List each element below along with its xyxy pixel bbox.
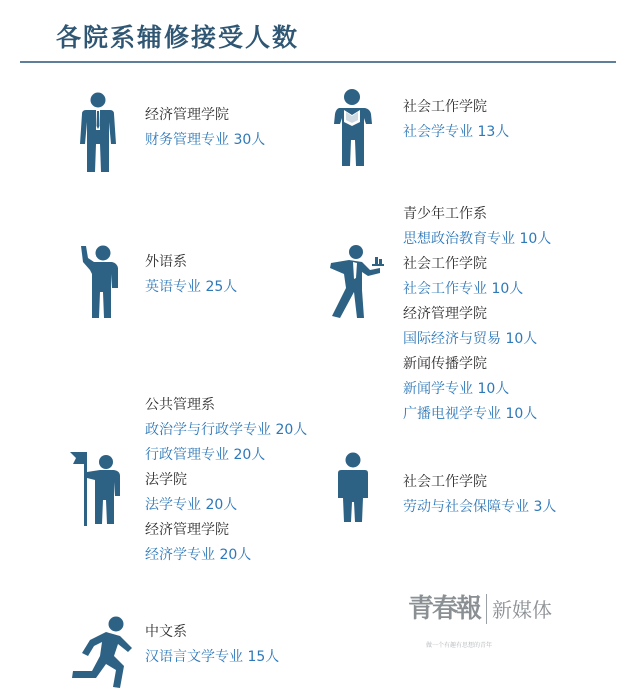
college-label: 公共管理系 (145, 397, 215, 413)
major-count: 政治学与行政学专业 20人 (145, 422, 308, 438)
newspaper-logo (408, 588, 558, 658)
major-count: 新闻学专业 10人 (403, 381, 510, 397)
major-count: 劳动与社会保障专业 3人 (403, 499, 557, 515)
major-count: 法学专业 20人 (145, 497, 238, 513)
group-foreign-languages (145, 250, 237, 300)
college-label: 经济管理学院 (145, 522, 229, 538)
standing-person-icon (336, 452, 370, 524)
logo-text: 新媒体 (492, 598, 552, 622)
major-count: 英语专业 25人 (145, 279, 238, 295)
page-title: 各院系辅修接受人数 (56, 23, 300, 52)
title-divider (20, 61, 616, 63)
logo-slogan: 做一个有趣有思想的青年 (426, 642, 493, 649)
college-label: 经济管理学院 (145, 107, 229, 123)
college-label: 外语系 (145, 254, 187, 270)
group-economics-management (145, 103, 265, 153)
college-label: 社会工作学院 (403, 474, 487, 490)
group-social-work-labor (403, 470, 556, 520)
major-count: 国际经济与贸易 10人 (403, 331, 538, 347)
standing-suit-person-icon (76, 92, 120, 174)
logo-calligraphy: 青春報 (408, 594, 481, 624)
major-count: 思想政治教育专业 10人 (403, 231, 552, 247)
major-count: 广播电视学专业 10人 (403, 406, 538, 422)
major-count: 汉语言文学专业 15人 (145, 649, 280, 665)
person-with-flag-icon (70, 448, 126, 528)
major-count: 社会工作专业 10人 (403, 281, 524, 297)
college-label: 青少年工作系 (403, 206, 487, 222)
group-social-work-sociology (403, 95, 509, 145)
major-count: 经济学专业 20人 (145, 547, 252, 563)
college-label: 社会工作学院 (403, 99, 487, 115)
college-label: 社会工作学院 (403, 256, 487, 272)
waiter-serving-icon (322, 244, 386, 320)
major-count: 财务管理专业 30人 (145, 132, 266, 148)
raising-hand-person-icon (78, 244, 122, 320)
college-label: 新闻传播学院 (403, 356, 487, 372)
group-multi-college (403, 202, 551, 427)
college-label: 经济管理学院 (403, 306, 487, 322)
major-count: 行政管理专业 20人 (145, 447, 266, 463)
running-person-icon (66, 616, 138, 690)
group-chinese (145, 620, 279, 670)
group-public-admin-law-economics (145, 393, 307, 568)
major-count: 社会学专业 13人 (403, 124, 510, 140)
college-label: 法学院 (145, 472, 187, 488)
logo-divider (486, 594, 487, 624)
college-label: 中文系 (145, 624, 187, 640)
reading-person-icon (330, 88, 376, 168)
